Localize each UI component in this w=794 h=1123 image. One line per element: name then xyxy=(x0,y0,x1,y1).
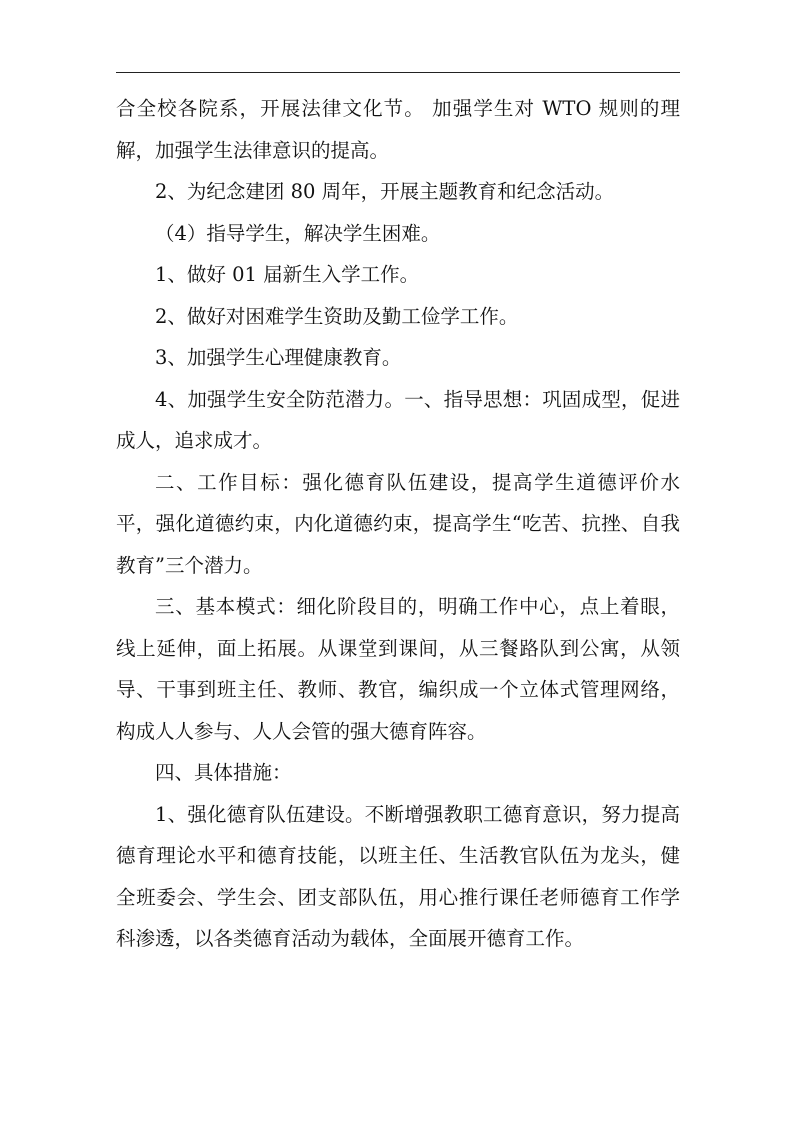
paragraph-item: 4、加强学生安全防范潜力。一、指导思想：巩固成型，促进成人，追求成才。 xyxy=(116,387,680,452)
document-body xyxy=(116,88,680,960)
paragraph-section: 四、具体措施： xyxy=(155,761,292,784)
paragraph-item: 2、做好对困难学生资助及勤工俭学工作。 xyxy=(155,304,519,328)
paragraph-section: 三、基本模式：细化阶段目的，明确工作中心，点上着眼，线上延伸，面上拓展。从课堂到课间，从三餐路队到公寓，从领导、干事到班主任、教师、教官，编织成一个立体式管理网络，构成人人参与、人人会管的强大德育阵容。 xyxy=(116,595,680,743)
paragraph-item: 3、加强学生心理健康教育。 xyxy=(155,346,402,369)
header-rule xyxy=(116,72,680,73)
paragraph-section: 二、工作目标：强化德育队伍建设，提高学生道德评价水平，强化道德约束，内化道德约束，提高学生“吃苦、抗挫、自我教育”三个潜力。 xyxy=(116,470,680,577)
paragraph-item: 1、强化德育队伍建设。不断增强教职工德育意识，努力提高德育理论水平和德育技能，以班主任、生活教官队伍为龙头，健全班委会、学生会、团支部队伍，用心推行课任老师德育工作学科渗透，以各类德育活动为载体，全面展开德育工作。 xyxy=(116,802,680,950)
paragraph-item: 1、做好 01 届新生入学工作。 xyxy=(155,263,420,286)
paragraph-heading: （4）指导学生，解决学生困难。 xyxy=(155,221,441,245)
paragraph-item: 2、为纪念建团 80 周年，开展主题教育和纪念活动。 xyxy=(155,180,615,203)
paragraph-continuation: 合全校各院系，开展法律文化节。 加强学生对 WTO 规则的理解，加强学生法律意识的提高。 xyxy=(116,97,680,162)
